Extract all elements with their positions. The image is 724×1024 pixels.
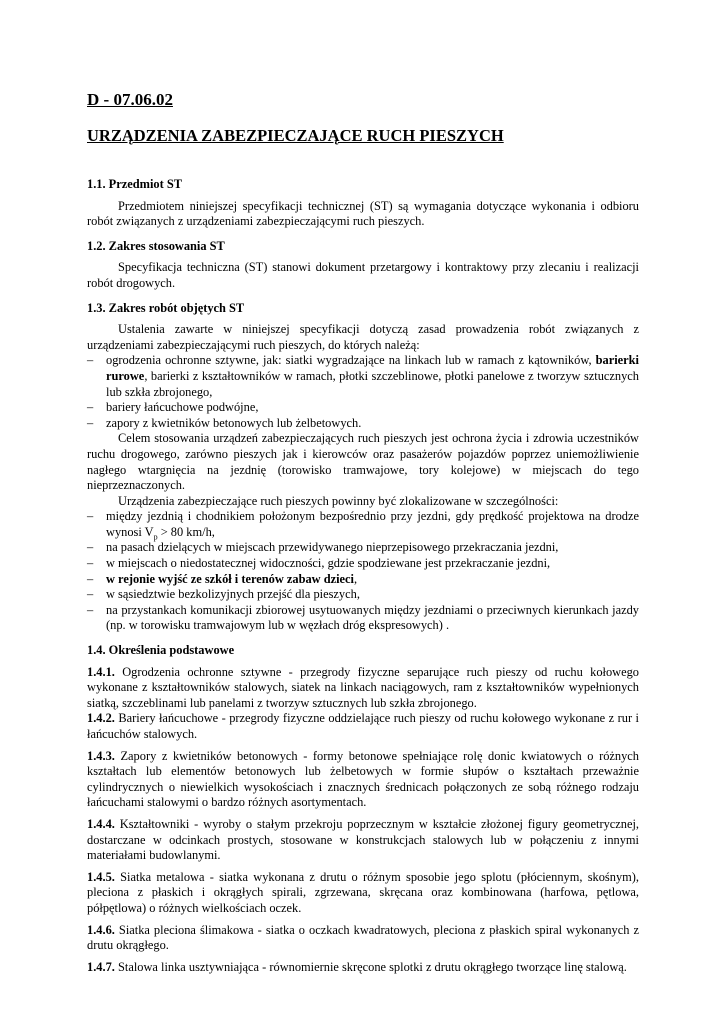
definition: 1.4.2. Bariery łańcuchowe - przegrody fizyczne oddzielające ruch pieszy od ruchu kołowego wykonane z rur i łańcuchów stalowych. — [87, 711, 639, 741]
section-1-1 — [87, 177, 639, 230]
list-item: – ogrodzenia ochronne sztywne, jak: siatki wygradzające na linkach lub w ramach z kątowników, barierki rurowe, barierki z kształtowników w ramach, płotki szczeblinowe, płotki panelowe z tworzyw sztucznych lub szkła zbrojonego, — [87, 353, 639, 400]
section-heading: 1.3. Zakres robót objętych ST — [87, 300, 245, 315]
section-heading: 1.2. Zakres stosowania ST — [87, 238, 225, 253]
definition: 1.4.4. Kształtowniki - wyroby o stałym przekroju poprzecznym w kształcie złożonej figury geometrycznej, dostarczane w odcinkach prostych, stosowane w konstrukcjach stalowych lub w połączeniu z innymi materiałami budowlanymi. — [87, 816, 639, 863]
definition: 1.4.7. Stalowa linka usztywniająca - równomiernie skręcone splotki z drutu okrągłego tworzące linę stalową. — [87, 959, 627, 974]
paragraph: Celem stosowania urządzeń zabezpieczających ruch pieszych jest ochrona życia i zdrowia uczestników ruchu drogowego, zarówno pieszych jak i kierowców oraz pasażerów pojazdów poprzez uniemożliwienie nagłego wtargnięcia na jezdnię (torowisko tramwajowe, tory kolejowe) w miejscach do tego nieprzeznaczonych. — [87, 431, 639, 493]
definition: 1.4.3. Zapory z kwietników betonowych - formy betonowe spełniające rolę donic kwiatowych o różnych kształtach lub elementów betonowych lub żelbetowych w formie słupów o kształtach przeważnie cylindrycznych o niewielkich wysokościach i znacznych średnicach połączonych ze sobą różnego rodzaju łańcuchami stalowymi o bardzo różnych asortymentach. — [87, 748, 639, 810]
section-1-4 — [87, 643, 639, 975]
list-item: – zapory z kwietników betonowych lub żelbetowych. — [87, 416, 639, 432]
list-item: – w rejonie wyjść ze szkół i terenów zabaw dzieci, — [87, 572, 639, 588]
paragraph: Przedmiotem niniejszej specyfikacji technicznej (ST) są wymagania dotyczące wykonania i odbioru robót związanych z urządzeniami zabezpieczającymi ruch pieszych. — [87, 198, 639, 229]
device-list — [87, 353, 639, 431]
paragraph: Specyfikacja techniczna (ST) stanowi dokument przetargowy i kontraktowy przy zlecaniu i realizacji robót drogowych. — [87, 260, 639, 290]
list-item: – bariery łańcuchowe podwójne, — [87, 400, 639, 416]
list-item: – między jezdnią i chodnikiem położonym bezpośrednio przy jezdni, gdy prędkość projektowa na drodze wynosi $V_p > 80$ km/h, — [87, 509, 639, 540]
paragraph: Ustalenia zawarte w niniejszej specyfikacji dotyczą zasad prowadzenia robót związanych z urządzeniami zabezpieczającymi ruch pieszych, do których należą: — [87, 322, 639, 352]
bold-text: w rejonie wyjść ze szkół i terenów zabaw dzieci — [106, 571, 354, 586]
section-1-2 — [87, 239, 639, 292]
definition: 1.4.5. Siatka metalowa - siatka wykonana z drutu o różnym sposobie jego splotu (płóciennym, skośnym), pleciona z płaskich i okrągłych spirali, zgrzewana, skręcana oraz kombinowana (harfowa, pętlowa, półpętlowa) o różnych wielkościach oczek. — [87, 869, 639, 915]
document-title: URZĄDZENIA ZABEZPIECZAJĄCE RUCH PIESZYCH — [87, 126, 504, 145]
definition: 1.4.1. Ogrodzenia ochronne sztywne - przegrody fizyczne separujące ruch pieszy od ruchu kołowego wykonane z kształtowników stalowych, siatek na linkach naciągowych, ram z kształtowników wypełnionych siatką, szczeblinami lub panelami z tworzyw sztucznych lub szkła zbrojonego. — [87, 664, 639, 710]
document-number: D - 07.06.02 — [87, 90, 173, 109]
section-heading: 1.1. Przedmiot ST — [87, 177, 182, 191]
document-body — [87, 177, 639, 975]
location-list — [87, 509, 639, 634]
section-1-3 — [87, 301, 639, 634]
list-item: – na pasach dzielących w miejscach przewidywanego nieprzepisowego przekraczania jezdni, — [87, 540, 639, 556]
section-heading: 1.4. Określenia podstawowe — [87, 643, 235, 658]
definition: 1.4.6. Siatka pleciona ślimakowa - siatka o oczkach kwadratowych, pleciona z płaskich spiral wykonanych z drutu okrągłego. — [87, 922, 639, 953]
bold-text: barierki rurowe — [106, 353, 639, 383]
list-item: – w miejscach o niedostatecznej widoczności, gdzie spodziewane jest przekraczanie jezdni, — [87, 556, 639, 572]
list-item: – w sąsiedztwie bezkolizyjnych przejść dla pieszych, — [87, 587, 639, 603]
paragraph: Urządzenia zabezpieczające ruch pieszych powinny być zlokalizowane w szczególności: — [118, 493, 559, 508]
list-item: – na przystankach komunikacji zbiorowej usytuowanych między jezdniami o przeciwnych kierunkach jazdy (np. w torowisku tramwajowym lub w węzłach dróg ekspresowych) . — [87, 603, 639, 634]
